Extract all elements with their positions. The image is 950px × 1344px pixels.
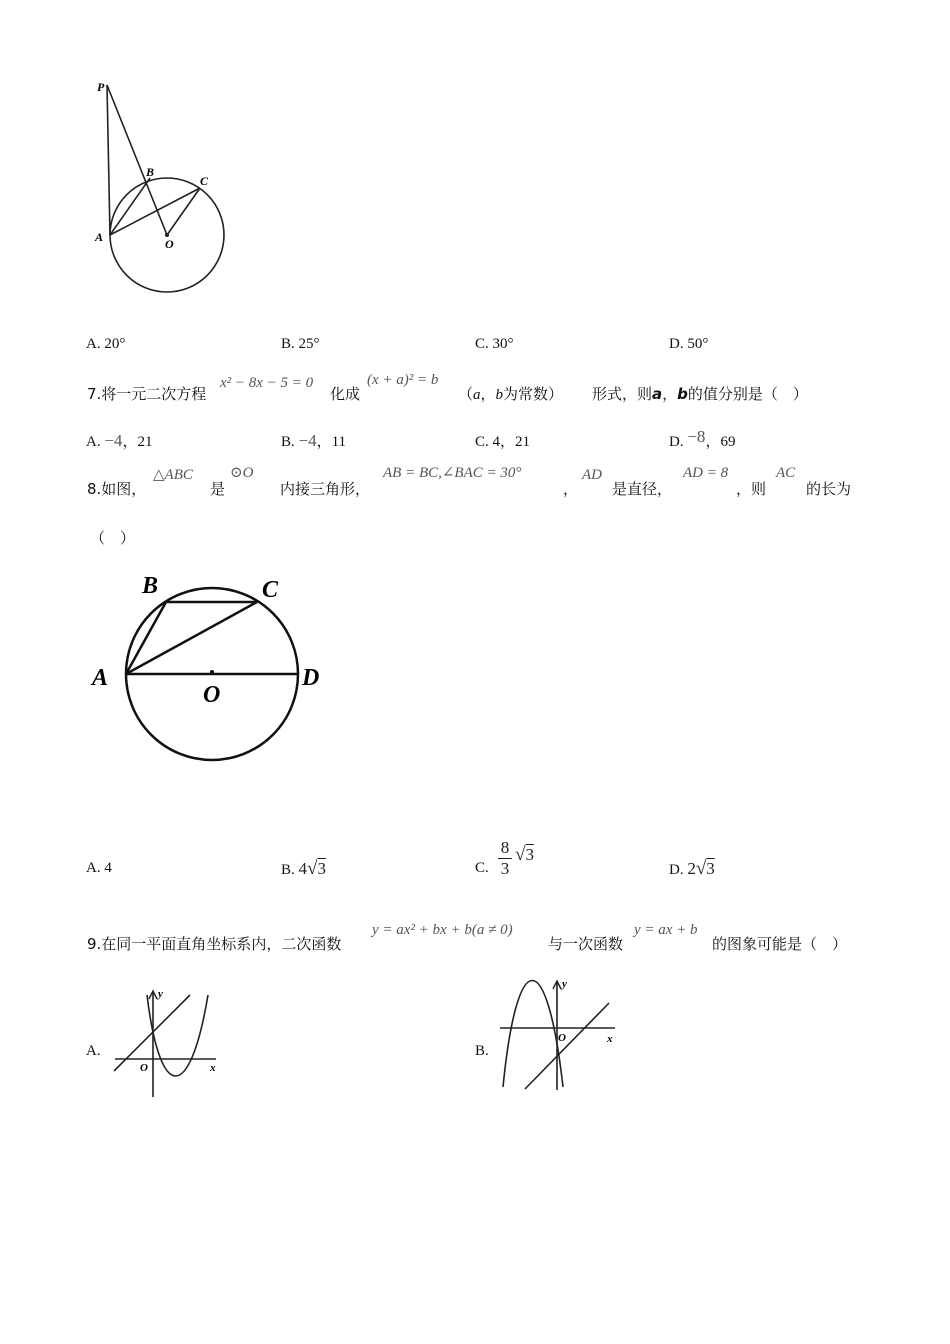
label-o: O bbox=[140, 1062, 148, 1074]
label-a: A bbox=[95, 230, 104, 244]
label-d: D bbox=[302, 665, 320, 691]
c-fraction: 8 3 bbox=[498, 838, 512, 879]
segment-pa bbox=[107, 85, 110, 235]
q7-prefix: 7.将一元二次方程 bbox=[87, 385, 207, 403]
q9-prefix: 9.在同一平面直角坐标系内，二次函数 bbox=[87, 935, 342, 953]
q8-paren: （ ） bbox=[90, 529, 136, 547]
q9-linear: y = ax + b bbox=[634, 922, 698, 938]
q7-option-c[interactable]: C. 4，21 bbox=[475, 434, 531, 450]
q6-option-d[interactable]: D. 50° bbox=[669, 336, 709, 352]
q7-equation: x² − 8x − 5 = 0 bbox=[220, 375, 314, 391]
label-x: x bbox=[607, 1033, 613, 1045]
q7-paren: （a，b为常数） bbox=[458, 385, 564, 403]
label-o: O bbox=[165, 237, 174, 251]
q9-graph-a[interactable] bbox=[110, 985, 225, 1100]
q8-option-d[interactable]: D. 2√3 bbox=[669, 858, 715, 879]
q7-mid: 化成 bbox=[330, 385, 361, 403]
q9-graph-b[interactable] bbox=[497, 975, 622, 1095]
q7-option-b[interactable]: B. −4，11 bbox=[281, 431, 347, 450]
label-o: O bbox=[558, 1032, 566, 1044]
q7-option-d[interactable]: D. −8，69 bbox=[669, 427, 736, 450]
q8-figure bbox=[90, 565, 340, 770]
q7-suffix: 形式，则a，b的值分别是（ ） bbox=[592, 385, 808, 403]
q8-inscribed: 内接三角形， bbox=[280, 480, 371, 498]
q9-mid: 与一次函数 bbox=[548, 935, 624, 953]
label-a: A bbox=[92, 665, 109, 691]
q8-ad-value: AD = 8 bbox=[683, 465, 729, 481]
segment-po bbox=[107, 85, 167, 235]
b-radical: 4√3 bbox=[298, 858, 326, 879]
q7-option-a[interactable]: A. −4，21 bbox=[86, 431, 153, 450]
q8-triangle: △ABC bbox=[153, 467, 193, 483]
label-y: y bbox=[158, 988, 163, 1000]
q7-form: (x + a)² = b bbox=[367, 372, 439, 388]
label-x: x bbox=[210, 1062, 216, 1074]
q8-diameter: 是直径， bbox=[612, 480, 673, 498]
q8-condition: AB = BC,∠BAC = 30° bbox=[383, 465, 522, 481]
label-b: B bbox=[142, 573, 159, 599]
q8-ad: AD bbox=[582, 467, 602, 483]
segment-ac bbox=[110, 188, 200, 235]
label-p: P bbox=[97, 80, 105, 94]
q8-option-b[interactable]: B. 4√3 bbox=[281, 858, 326, 879]
q6-option-a[interactable]: A. 20° bbox=[86, 336, 126, 352]
q8-prefix: 8.如图， bbox=[87, 480, 147, 498]
label-o: O bbox=[203, 682, 221, 708]
segment-ab bbox=[110, 178, 150, 235]
parabola-graph bbox=[503, 981, 563, 1088]
q9-option-b[interactable]: B. bbox=[475, 1043, 489, 1059]
q8-circle: ⊙O bbox=[230, 465, 254, 481]
label-c: C bbox=[262, 577, 279, 603]
q8-ac: AC bbox=[776, 465, 796, 481]
q8-option-a[interactable]: A. 4 bbox=[86, 860, 112, 876]
linear-graph bbox=[525, 1003, 609, 1089]
d-radical: 2√3 bbox=[687, 858, 715, 879]
label-y: y bbox=[562, 978, 567, 990]
center-dot bbox=[210, 670, 214, 674]
label-c: C bbox=[200, 174, 209, 188]
q6-option-c[interactable]: C. 30° bbox=[475, 336, 514, 352]
q9-quadratic: y = ax² + bx + b(a ≠ 0) bbox=[372, 922, 513, 938]
q6-figure bbox=[90, 75, 240, 300]
q8-is: 是 bbox=[210, 480, 226, 498]
q9-option-a[interactable]: A. bbox=[86, 1043, 101, 1059]
q6-option-b[interactable]: B. 25° bbox=[281, 336, 320, 352]
label-b: B bbox=[146, 165, 155, 179]
segment-oc bbox=[167, 188, 200, 235]
q8-length: 的长为 bbox=[806, 480, 852, 498]
q8-then: ，则 bbox=[736, 480, 767, 498]
q8-comma: ， bbox=[563, 480, 579, 498]
q9-suffix: 的图象可能是（ ） bbox=[712, 935, 848, 953]
